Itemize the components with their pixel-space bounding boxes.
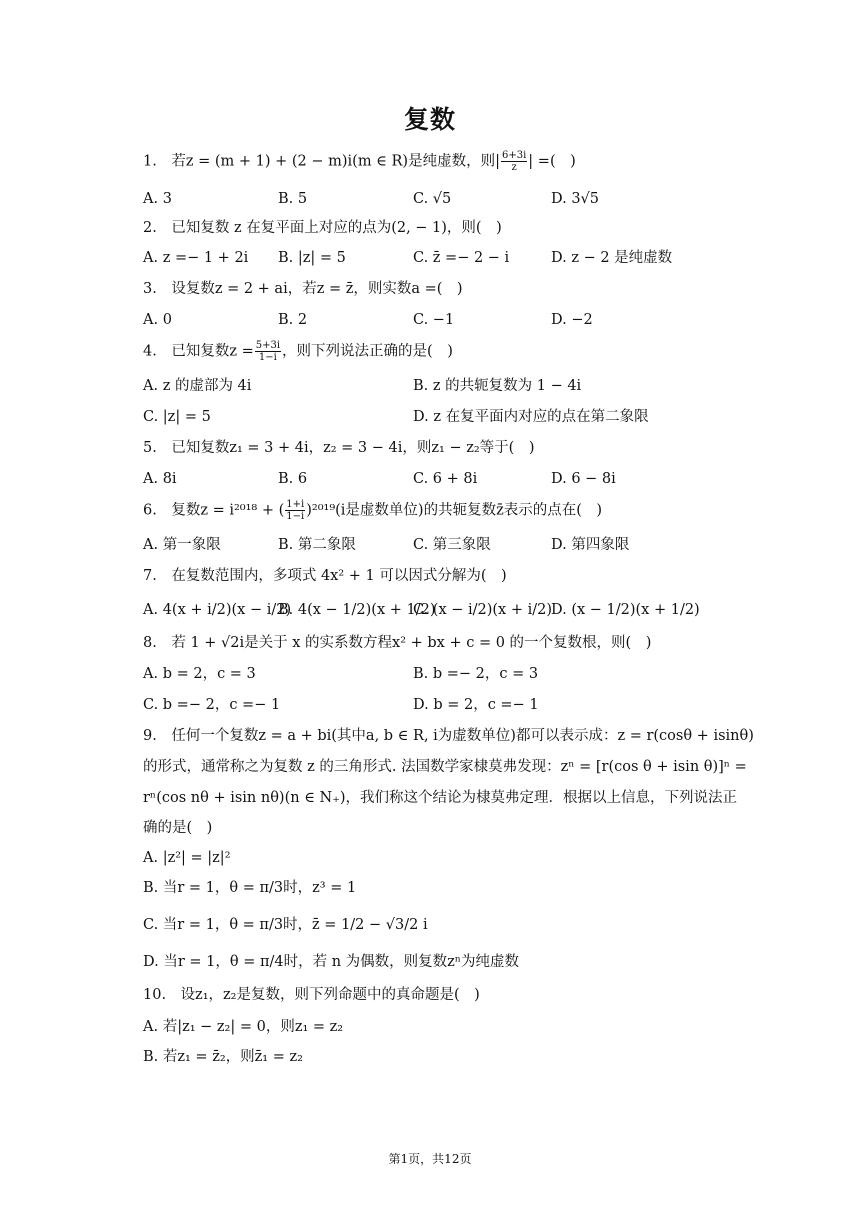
q5-option-c: C. 6 + 8i bbox=[413, 471, 478, 487]
q2-option-a: A. z =− 1 + 2i bbox=[143, 250, 249, 266]
q7-option-c: C. (x − i/2)(x + i/2) bbox=[413, 602, 553, 618]
question-4-stem: 4. 已知复数z = $\frac{5+3i}{1-i}$ ，则下列说法正确的是( ) bbox=[143, 340, 453, 363]
q3-option-d: D. −2 bbox=[551, 312, 593, 328]
question-6-stem: 6. 复数z = i²⁰¹⁸ + ( $\frac{1+i}{1-i}$ )²⁰¹⁹(i是虚数单位)的共轭复数z̄表示的点在( ) bbox=[143, 499, 603, 522]
q4-option-b: B. z 的共轭复数为 1 − 4i bbox=[413, 378, 582, 394]
q6-option-b: B. 第二象限 bbox=[278, 537, 356, 553]
q3-option-b: B. 2 bbox=[278, 312, 308, 328]
q2-option-c: C. z̄ =− 2 − i bbox=[413, 250, 510, 266]
q9-option-d: D. 当r = 1，θ = π/4时，若 n 为偶数，则复数zⁿ为纯虚数 bbox=[143, 954, 520, 970]
q5-option-d: D. 6 − 8i bbox=[551, 471, 616, 487]
q9-option-b: B. 当r = 1，θ = π/3时，z³ = 1 bbox=[143, 880, 357, 896]
fraction: $\frac{1+i}{1-i}$ bbox=[286, 499, 305, 522]
q5-option-b: B. 6 bbox=[278, 471, 308, 487]
q10-option-a: A. 若|z₁ − z₂| = 0，则z₁ = z₂ bbox=[143, 1019, 344, 1035]
q2-option-d: D. z − 2 是纯虚数 bbox=[551, 250, 673, 266]
q7-option-a: A. 4(x + i/2)(x − i/2) bbox=[143, 602, 292, 618]
q8-option-b: B. b =− 2，c = 3 bbox=[413, 666, 539, 682]
q8-option-a: A. b = 2，c = 3 bbox=[143, 666, 256, 682]
q6-option-a: A. 第一象限 bbox=[143, 537, 221, 553]
question-10-stem: 10. 设z₁，z₂是复数，则下列命题中的真命题是( ) bbox=[143, 987, 480, 1003]
fraction: $\frac{5+3i}{1-i}$ bbox=[255, 340, 281, 363]
page-title: 复数 bbox=[403, 105, 456, 134]
fraction: $\frac{6+3i}{z}$ bbox=[501, 150, 527, 173]
q4-option-d: D. z 在复平面内对应的点在第二象限 bbox=[413, 409, 649, 425]
q1-option-a: A. 3 bbox=[143, 191, 172, 207]
q9-option-a: A. |z²| = |z|² bbox=[143, 850, 231, 866]
page-footer: 第1页，共12页 bbox=[388, 1152, 472, 1166]
q1-option-b: B. 5 bbox=[278, 191, 308, 207]
question-8-stem: 8. 若 1 + √2i是关于 x 的实系数方程x² + bx + c = 0 的一个复数根，则( ) bbox=[143, 635, 652, 651]
q4-option-c: C. |z| = 5 bbox=[143, 409, 211, 425]
q6-option-c: C. 第三象限 bbox=[413, 537, 491, 553]
q5-option-a: A. 8i bbox=[143, 471, 177, 487]
q1-option-c: C. √5 bbox=[413, 191, 452, 207]
question-2-stem: 2. 已知复数 z 在复平面上对应的点为(2, − 1)，则( ) bbox=[143, 220, 502, 236]
q3-option-c: C. −1 bbox=[413, 312, 455, 328]
q1-option-d: D. 3√5 bbox=[551, 191, 600, 207]
q10-option-b: B. 若z₁ = z̄₂，则z̄₁ = z₂ bbox=[143, 1049, 303, 1065]
q2-option-b: B. |z| = 5 bbox=[278, 250, 346, 266]
q8-option-d: D. b = 2，c =− 1 bbox=[413, 697, 539, 713]
q3-option-a: A. 0 bbox=[143, 312, 172, 328]
question-3-stem: 3. 设复数z = 2 + ai，若z = z̄，则实数a =( ) bbox=[143, 281, 463, 297]
q6-option-d: D. 第四象限 bbox=[551, 537, 630, 553]
q4-option-a: A. z 的虚部为 4i bbox=[143, 378, 252, 394]
question-7-stem: 7. 在复数范围内，多项式 4x² + 1 可以因式分解为( ) bbox=[143, 568, 507, 584]
question-5-stem: 5. 已知复数z₁ = 3 + 4i，z₂ = 3 − 4i，则z₁ − z₂等于( ) bbox=[143, 440, 535, 456]
q7-option-d: D. (x − 1/2)(x + 1/2) bbox=[551, 602, 700, 618]
question-9-line-1: 9. 任何一个复数z = a + bi(其中a, b ∈ R, i为虚数单位)都可以表示成：z = r(cosθ + isinθ) bbox=[143, 728, 754, 744]
question-9-line-2: 的形式，通常称之为复数 z 的三角形式. 法国数学家棣莫弗发现：zⁿ = [r(cos θ + isin θ)]ⁿ = bbox=[143, 759, 747, 775]
question-9-line-4: 确的是( ) bbox=[143, 820, 213, 836]
question-9-line-3: rⁿ(cos nθ + isin nθ)(n ∈ N₊)，我们称这个结论为棣莫弗定理．根据以上信息，下列说法正 bbox=[143, 790, 738, 806]
q9-option-c: C. 当r = 1，θ = π/3时，z̄ = 1/2 − √3/2 i bbox=[143, 917, 428, 933]
q7-option-b: B. 4(x − 1/2)(x + 1/2) bbox=[278, 602, 436, 618]
question-1-stem: 1. 若z = (m + 1) + (2 − m)i(m ∈ R)是纯虚数，则| $\frac{6+3i}{z}$ | =( ) bbox=[143, 150, 576, 173]
q8-option-c: C. b =− 2，c =− 1 bbox=[143, 697, 281, 713]
